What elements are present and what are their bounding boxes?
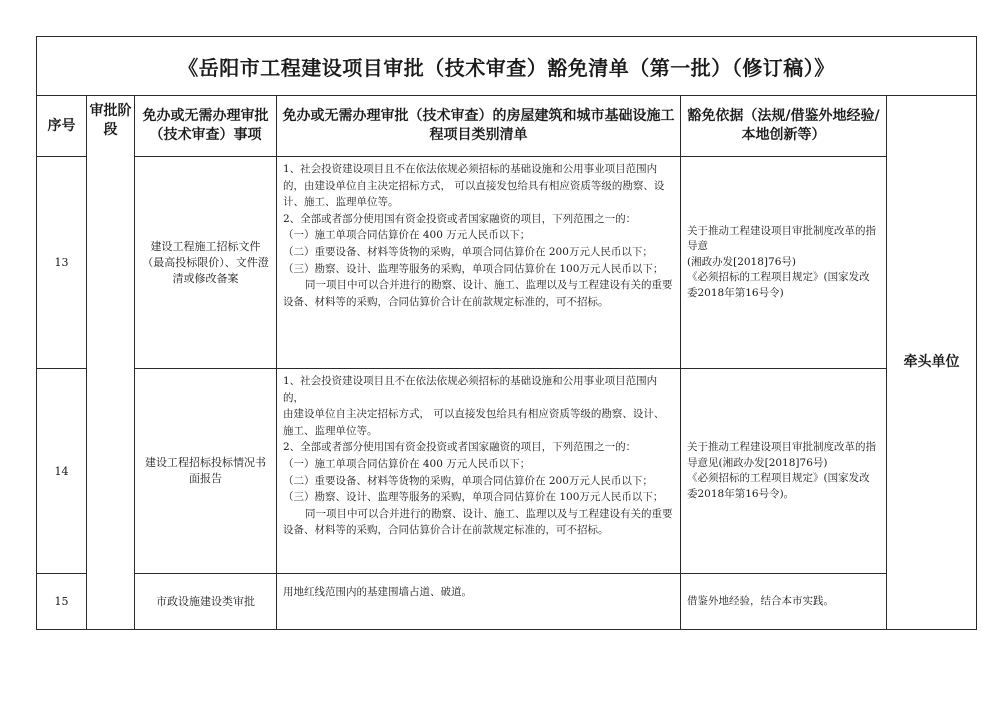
basis-line: 借鉴外地经验，结合本市实践。 <box>687 594 834 607</box>
row-scope <box>277 574 681 630</box>
scope-line: 由建设单位自主决定招标方式， 可以直接发包给具有相应资质等级的勘察、设计、施工、监理单位等。 <box>283 408 665 437</box>
basis-line: 关于推动工程建设项目审批制度改革的指导意见(湘政办发[2018]76号) <box>687 441 876 469</box>
scope-line: （一）施工单项合同估算价在 400 万元人民币以下； <box>283 229 531 242</box>
scope-line: 同一项目中可以合并进行的勘察、设计、施工、监理以及与工程建设有关的重要设备、材料等的采购，合同估算价合计在前款规定标准的，可不招标。 <box>283 279 673 308</box>
table-row <box>37 157 977 369</box>
row-seq: 14 <box>37 369 87 574</box>
header-seq: 序号 <box>37 96 87 157</box>
header-stage: 审批阶段 <box>87 96 135 630</box>
scope-line: 1、社会投资建设项目且不在依法依规必须招标的基础设施和公用事业项目范围内的， <box>283 375 658 404</box>
scope-line: 用地红线范围内的基建围墙占道、破道。 <box>283 586 472 598</box>
header-row <box>37 96 977 157</box>
row-seq: 15 <box>37 574 87 630</box>
scope-line: （一）施工单项合同估算价在 400 万元人民币以下； <box>283 457 531 470</box>
table-row <box>37 574 977 630</box>
header-basis: 豁免依据（法规/借鉴外地经验/本地创新等） <box>681 96 887 157</box>
row-basis <box>681 157 887 369</box>
header-lead: 牵头单位 <box>887 96 977 630</box>
scope-line: 1、社会投资建设项目且不在依法依规必须招标的基础设施和公用事业项目范围内的，由建设单位自主决定招标方式， 可以直接发包给具有相应资质等级的勘察、设计、施工、监理单位等。 <box>283 163 665 209</box>
row-basis <box>681 574 887 630</box>
basis-line: 《必须招标的工程项目规定》(国家发改委2018年第16号令) <box>687 271 870 299</box>
row-item: 建设工程招标投标情况书面报告 <box>135 369 277 574</box>
header-scope: 免办或无需办理审批（技术审查）的房屋建筑和城市基础设施工程项目类别清单 <box>277 96 681 157</box>
scope-line: 2、全部或者部分使用国有资金投资或者国家融资的项目，下列范围之一的： <box>283 441 637 454</box>
table-row <box>37 369 977 574</box>
basis-line: (湘政办发[2018]76号) <box>687 255 796 268</box>
scope-line: 2、全部或者部分使用国有资金投资或者国家融资的项目，下列范围之一的： <box>283 212 637 225</box>
row-scope <box>277 157 681 369</box>
row-seq: 13 <box>37 157 87 369</box>
row-item: 建设工程施工招标文件（最高投标限价）、文件澄清或修改备案 <box>135 157 277 369</box>
scope-line: （二）重要设备、材料等货物的采购，单项合同估算价在 200万元人民币以下； <box>283 474 653 487</box>
row-basis <box>681 369 887 574</box>
row-item: 市政设施建设类审批 <box>135 574 277 630</box>
scope-line: （二）重要设备、材料等货物的采购，单项合同估算价在 200万元人民币以下； <box>283 245 653 258</box>
scope-line: （三）勘察、设计、监理等服务的采购，单项合同估算价在 100万元人民币以下； <box>283 491 664 504</box>
basis-line: 关于推动工程建设项目审批制度改革的指导意 <box>687 224 876 253</box>
scope-line: 同一项目中可以合并进行的勘察、设计、施工、监理以及与工程建设有关的重要设备、材料等的采购，合同估算价合计在前款规定标准的，可不招标。 <box>283 507 673 537</box>
header-item: 免办或无需办理审批（技术审查）事项 <box>135 96 277 157</box>
document-title: 《岳阳市工程建设项目审批（技术审查）豁免清单（第一批）（修订稿）》 <box>37 37 977 96</box>
exemption-list-table <box>36 36 977 630</box>
row-scope <box>277 369 681 574</box>
scope-line: （三）勘察、设计、监理等服务的采购，单项合同估算价在 100万元人民币以下； <box>283 262 664 275</box>
basis-line: 《必须招标的工程项目规定》(国家发改委2018年第16号令)。 <box>687 472 870 500</box>
